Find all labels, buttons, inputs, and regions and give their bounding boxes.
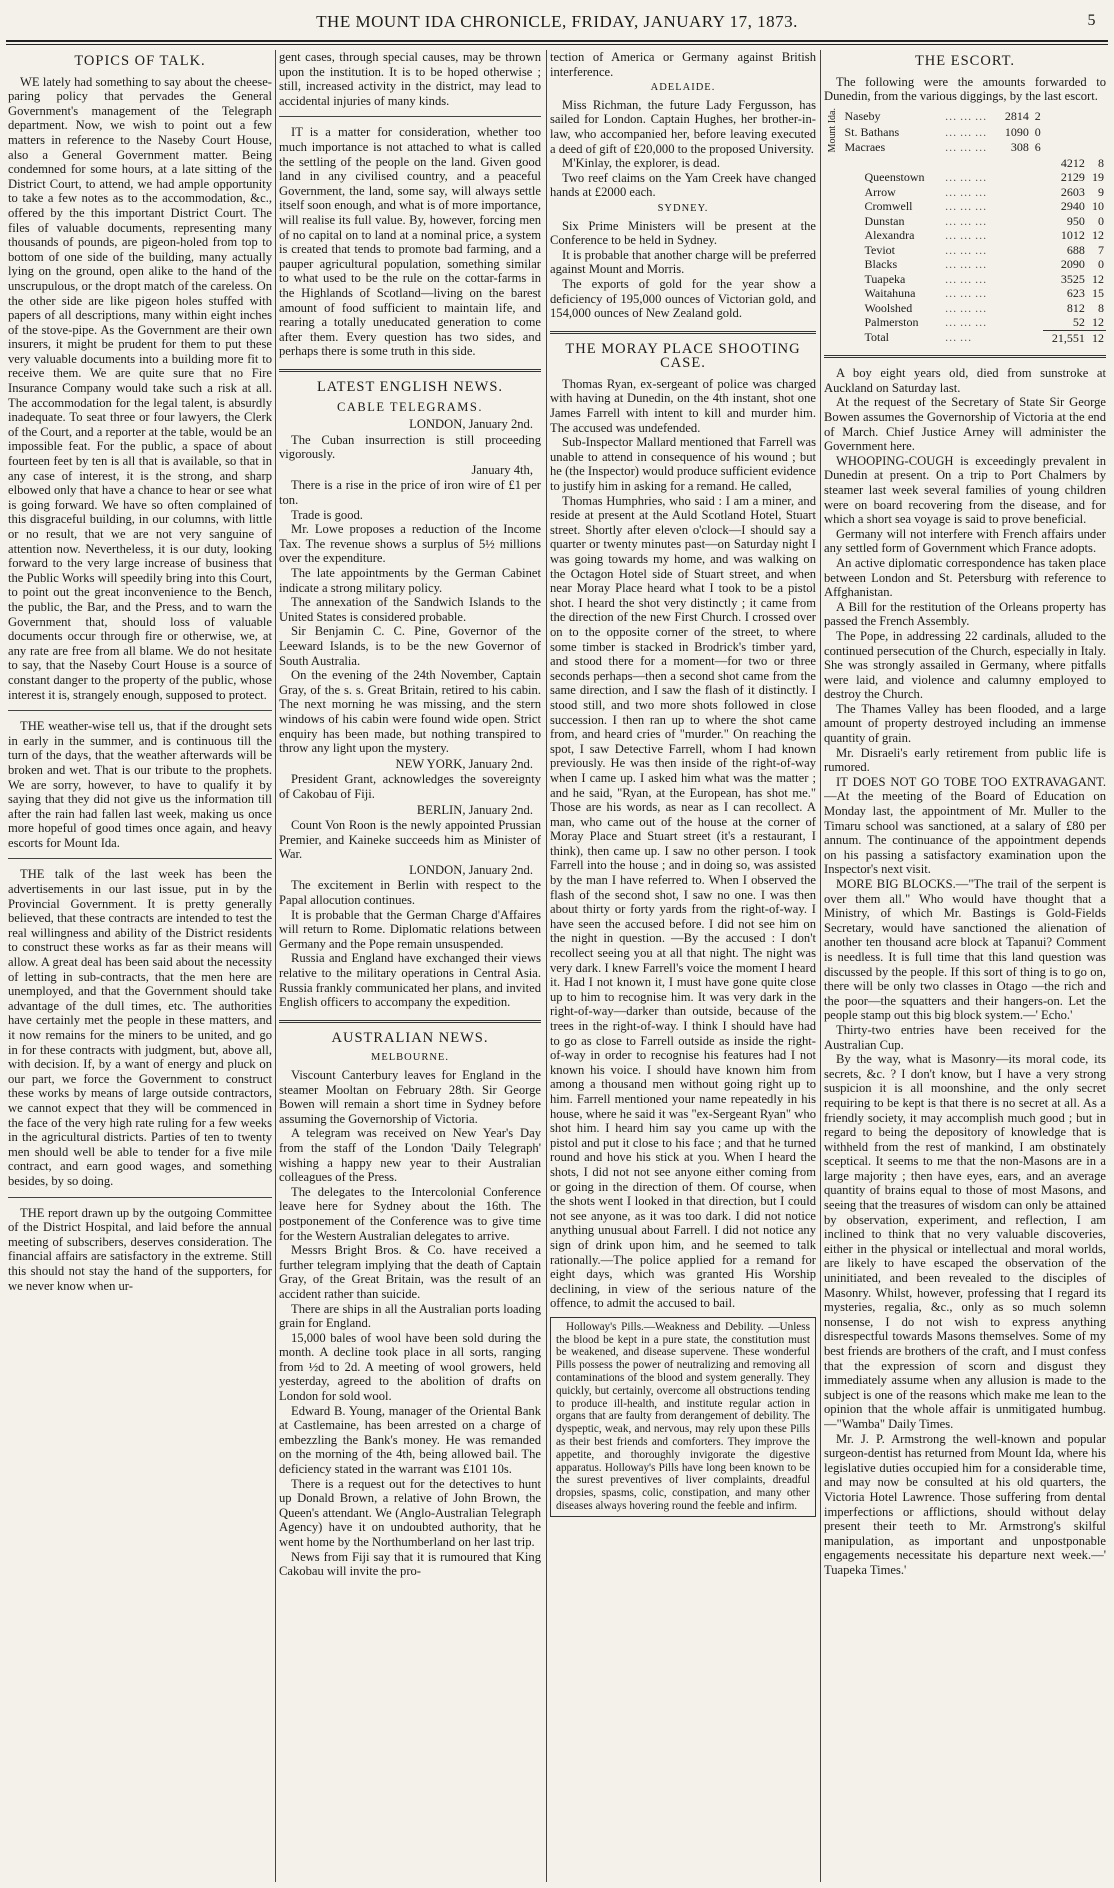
section-separator <box>824 355 1106 358</box>
table-row <box>824 301 1106 316</box>
field-oz: 2129 <box>1060 170 1085 185</box>
field-oz: 623 <box>1066 286 1085 301</box>
page-number: 5 <box>1087 12 1096 29</box>
leader-dots: … … <box>944 330 972 345</box>
table-row <box>824 228 1106 243</box>
masthead <box>8 6 1106 36</box>
subheading-cable-telegrams: CABLE TELEGRAMS. <box>337 400 483 415</box>
news-item: There is a request out for the detectives to hunt up Donald Brown, a relative of John Brown, the Queen's attendant. We (Anglo-Australian Telegraph Agency) have it on undoubted authority, that he went home by the Northumberland on her last trip. <box>279 1476 541 1549</box>
table-row <box>824 108 1106 124</box>
field-oz: 1012 <box>1060 228 1085 243</box>
table-row <box>824 214 1106 229</box>
total-label: Total <box>864 330 889 345</box>
news-item: An active diplomatic correspondence has taken place between London and St. Petersburg with reference to Affghanistan. <box>824 555 1106 600</box>
article-paragraph: IT is a matter for consideration, whether too much importance is not attached to what is called the settling of the people on the land. Given good land in any civilised country, and a peaceful Government, the land, some say, will always settle itself soon enough, and what is of more importance, will realise its full value. By, however, forcing men of no capital on to land at a nominal price, a system is created that tends to promote bad farming, and a pauper agricultural population, something similar to what used to be the rule on the cottar-farms in the Highlands of Scotland—living on the barest amount of food sufficient to maintain life, and rearing a totally uneducated generation to come after them. Every question has two sides, and perhaps there is some truth in this side. <box>279 125 541 359</box>
field-name: Teviot <box>864 242 895 257</box>
field-dwt: 9 <box>1098 184 1104 199</box>
table-row <box>824 286 1106 301</box>
news-item: The delegates to the Intercolonial Conference leave here for Sydney about the 16th. The postponement of the Conference was to give time for the Western Australian delegates to arrive. <box>279 1184 541 1243</box>
place-heading: SYDNEY. <box>657 202 709 214</box>
table-row <box>824 185 1106 200</box>
column-divider <box>546 50 547 1882</box>
table-row <box>824 140 1106 156</box>
escort-intro: The following were the amounts forwarded to Dunedin, from the various diggings, by the last escort. <box>824 74 1106 104</box>
masthead-title: THE MOUNT IDA CHRONICLE, FRIDAY, JANUARY 17, 1873. <box>316 12 798 31</box>
news-item: The Cuban insurrection is still proceeding vigorously. <box>279 432 541 462</box>
leader-dots: … … … <box>944 108 987 123</box>
article-paragraph: THE report drawn up by the outgoing Committee of the District Hospital, and laid before the annual meeting of subscribers, deserves consideration. The financial affairs are satisfactory in the extreme. Still this should not stay the hand of the supporters, for we never know when ur- <box>8 1205 272 1293</box>
field-dwt: 7 <box>1098 242 1104 257</box>
field-dwt: 12 <box>1092 228 1104 243</box>
place-heading: ADELAIDE. <box>650 82 716 94</box>
table-row <box>824 315 1106 330</box>
field-name: Macraes <box>844 140 886 155</box>
news-item: Russia and England have exchanged their views relative to the military operations in Central Asia. Russia frankly communicated her plans, and invited English officers to accompany the expedition. <box>279 951 541 1010</box>
section-separator <box>279 1020 541 1023</box>
leader-dots: … … … <box>944 124 987 139</box>
field-name: Tuapeka <box>864 271 906 286</box>
leader-dots: … … … <box>944 242 987 257</box>
news-item: Viscount Canterbury leaves for England in the steamer Mooltan on February 28th. Sir George Bowen will remain a short time in Sydney before assuming the Governorship of Victoria. <box>279 1068 541 1126</box>
field-dwt: 6 <box>1034 140 1041 155</box>
column-4 <box>824 50 1106 1882</box>
news-item: The annexation of the Sandwich Islands to the United States is considered probable. <box>279 595 541 624</box>
dateline: LONDON, January 2nd. <box>409 417 533 432</box>
field-oz: 2814 <box>1004 108 1029 123</box>
field-dwt: 10 <box>1092 199 1104 214</box>
section-separator <box>279 369 541 372</box>
masthead-rule-thin <box>6 44 1108 45</box>
table-row <box>824 243 1106 258</box>
leader-dots: … … … <box>944 228 987 243</box>
news-item: Germany will not interfere with French affairs under any settled form of Government which France adopts. <box>824 526 1106 556</box>
news-item: The late appointments by the German Cabinet indicate a strong military policy. <box>279 566 541 595</box>
section-heading-australian-news: AUSTRALIAN NEWS. <box>331 1029 489 1046</box>
other-field-rows <box>824 170 1106 330</box>
table-row <box>824 330 1106 345</box>
news-item: Trade is good. <box>291 507 363 522</box>
news-item: On the evening of the 24th November, Captain Gray, of the s. s. Great Britain, retired to his cabin. The next morning he was missing, and the stern windows of his cabin were found wide open. Strict enquiry has been made, but nothing transpired to throw any light upon the mystery. <box>279 668 541 756</box>
news-item: Edward B. Young, manager of the Oriental Bank at Castlemaine, has been arrested on a charge of embezzling the Bank's money. He was remanded on the morning of the 4th, being allowed bail. The deficiency stated in the warrant was £101 10s. <box>279 1403 541 1477</box>
masthead-rule <box>6 40 1108 42</box>
news-item: There is a rise in the price of iron wire of £1 per ton. <box>279 478 541 508</box>
leader-dots: … … … <box>944 199 987 214</box>
news-item: There are ships in all the Australian ports loading grain for England. <box>279 1301 541 1331</box>
column-divider <box>275 50 276 1882</box>
field-oz: 52 <box>1072 315 1085 330</box>
field-oz: 2940 <box>1060 199 1085 214</box>
field-name: Cromwell <box>864 199 913 214</box>
column-1 <box>8 50 272 1882</box>
table-row <box>824 257 1106 272</box>
mount-ida-label: Mount Ida. <box>827 107 838 153</box>
leader-dots: … … … <box>944 213 987 228</box>
news-item: By the way, what is Masonry—its moral code, its secrets, &c. ? I don't know, but I have a very strong suspicion it is all moonshine, and the only secret requiring to be kept is that there is no secret at all. As a friendly society, it may accomplish much good ; but in regard to being the depository of knowledge that is withheld from the rest of mankind, I am obstinately sceptical. It seems to me that the non-Masons are in a large majority ; then have eyes, ears, and an average quantity of brains equal to those of most Masons, and seeing that the treasures of wisdom can only be attained by observation, experiment, and reflection, I am inclined to think that no very valuable discoveries, either in the physical or intellectual and moral worlds, are likely to have escaped the observation of the uninitiated, and been revealed to the disciples of Masonry. Whilst, however, professing that I regard its mysteries, regalia, &c., only as so much solemn nonsense, I do not wish to express anything disrespectful towards Masons themselves. Some of my best friends are brothers of the craft, and I must confess that the expression of scorn and disgust they immediately assume when any allusion is made to the subject is one of the reasons which make me lean to the opinion that the whole affair is unmitigated humbug. —"Wamba" Daily Times. <box>824 1052 1106 1431</box>
news-item: Two reef claims on the Yam Creek have changed hands at £2000 each. <box>550 170 816 200</box>
mount-ida-total-dwt: 8 <box>1098 155 1104 170</box>
section-heading-shooting-case: THE MORAY PLACE SHOOTING CASE. <box>565 340 801 372</box>
news-item: The Pope, in addressing 22 cardinals, alluded to the continued persecution of the Church, especially in Italy. She was strongly assailed in Germany, where pitfalls were laid, and violence and calumny employed to destroy the Church. <box>824 628 1106 702</box>
article-paragraph: Thomas Ryan, ex-sergeant of police was charged with having at Dunedin, on the 4th instant, shot one James Farrell with intent to kill and murder him. The accused was undefended. <box>550 376 816 435</box>
total-row-group <box>824 330 1106 345</box>
field-name: St. Bathans <box>844 124 900 139</box>
field-dwt: 19 <box>1092 170 1104 185</box>
field-oz: 812 <box>1066 300 1085 315</box>
field-name: Blacks <box>864 257 898 272</box>
table-row <box>824 156 1106 171</box>
paragraph-separator <box>279 116 541 117</box>
field-name: Woolshed <box>864 300 913 315</box>
news-item: 15,000 bales of wool have been sold during the month. A decline took place in all sorts, ranging from ½d to 2d. A meeting of wool growers, held yesterday, agreed to the abolition of drafts on London for sold wool. <box>279 1330 541 1404</box>
dateline: BERLIN, January 2nd. <box>416 802 533 817</box>
news-item: Sir Benjamin C. C. Pine, Governor of the Leeward Islands, is to be the new Governor of South Australia. <box>279 624 541 668</box>
article-paragraph: THE talk of the last week has been the advertisements in our last issue, put in by the Provincial Government. It is pretty generally believed, that these contracts are intended to test the real willingness and ability of the District residents to construct these works as far as their means will allow. A great deal has been said about the necessity of letting in sub-contracts, that the men here are unemployed, and that the Government should take advantage of the dull times, etc. The authorities have certainly met the people in these matters, and it now remains for the miners to be united, and go in for these contracts with judgment, but, above all, with decision. If, by a want of energy and pluck on our part, we force the Government to construct these works by means of large outside contractors, we cannot expect that they will be commenced in the face of the very high rate ruling for a few weeks in the agricultural districts. Parties of ten to twenty men should well be able to tender for a five mile contract, and earn good wages, and something besides, by so doing. <box>8 867 272 1188</box>
paragraph-separator <box>8 1197 272 1198</box>
leader-dots: … … … <box>944 170 987 185</box>
news-item: M'Kinlay, the explorer, is dead. <box>562 156 720 171</box>
leader-dots: … … … <box>944 184 987 199</box>
field-name: Palmerston <box>864 315 919 330</box>
paragraph-separator <box>8 858 272 859</box>
column-divider <box>820 50 821 1882</box>
leader-dots: … … … <box>944 257 987 272</box>
section-heading-topics: TOPICS OF TALK. <box>74 53 206 69</box>
news-item: Miss Richman, the future Lady Fergusson, has sailed for London. Captain Hughes, her brother-in-law, who accompanied her, before leaving executed a deed of gift of £20,000 to the proposed University. <box>550 97 816 156</box>
news-item: It is probable that the German Charge d'Affaires will return to Rome. Diplomatic relations between Germany and the Pope remain unsuspended. <box>279 907 541 951</box>
news-item: Count Von Roon is the newly appointed Prussian Premier, and Kaineke succeeds him as Minister of War. <box>279 818 541 862</box>
field-oz: 1090 <box>1004 124 1029 139</box>
field-name: Dunstan <box>864 213 905 228</box>
grand-total-dwt: 12 <box>1087 330 1106 345</box>
news-item: Mr. Disraeli's early retirement from public life is rumored. <box>824 745 1106 775</box>
grand-total-oz: 21,551 <box>1043 330 1087 345</box>
news-item: tection of America or Germany against British interference. <box>550 50 816 79</box>
news-item: Mr. Lowe proposes a reduction of the Income Tax. The revenue shows a surplus of 5½ millions over the expenditure. <box>279 522 541 566</box>
mount-ida-total-oz: 4212 <box>1060 155 1085 170</box>
news-item: A telegram was received on New Year's Day from the staff of the London 'Daily Telegraph' wishing a happy new year to their Australian colleagues of the Press. <box>279 1126 541 1185</box>
field-name: Arrow <box>864 184 896 199</box>
news-item: Messrs Bright Bros. & Co. have received a further telegram implying that the death of Captain Gray, of the Great Britain, was the result of an accident rather than suicide. <box>279 1243 541 1301</box>
mount-ida-rows <box>824 108 1106 170</box>
news-item: It is probable that another charge will be preferred against Mount and Morris. <box>550 247 816 277</box>
news-item: The Thames Valley has been flooded, and a large amount of property destroyed including an immense quantity of grain. <box>824 701 1106 746</box>
field-dwt: 12 <box>1092 315 1104 330</box>
news-item: A boy eight years old, died from sunstroke at Auckland on Saturday last. <box>824 366 1106 395</box>
news-item: A Bill for the restitution of the Orleans property has passed the French Assembly. <box>824 599 1106 629</box>
article-paragraph: gent cases, through special causes, may be thrown upon the institution. It is to be hoped otherwise ; still, increased activity in the district, may lead to accidental injuries of many kinds. <box>279 50 541 108</box>
leader-dots: … … … <box>944 315 987 330</box>
field-dwt: 2 <box>1034 108 1041 123</box>
field-dwt: 0 <box>1098 257 1104 272</box>
news-item: MORE BIG BLOCKS.—"The trail of the serpent is over them all." Who would have thought that a Ministry, of which Mr. Bastings is Gold-Fields Secretary, would have sanctioned the alienation of another ten thousand acre block at Tapanui? Comment is needless. It is full time that this land question was discussed by the people. If this sort of thing is to go on, there will be only two classes in Otago —the rich and the poor—the squatters and their hangers-on. Let the people stamp out this big block system.—' Echo.' <box>824 877 1106 1023</box>
field-oz: 950 <box>1066 213 1085 228</box>
article-paragraph: WE lately had something to say about the cheese-paring policy that pervades the General Government's management of the Telegraph department. Now, we wish to point out a few matters in reference to the Naseby Court House, also a General Government matter. Being condemned for some hours, at a late sitting of the District Court, to attend, we had ample opportunity to take a few notes as to the accommodation, &c., offered by the this important District Court. The files of valuable documents, representing many thousands of pounds, are pigeon-holed from top to bottom of one side of the building, many actually lying on the ground, open alike to the hand of the unscrupulous, or the dropt match of the careless. On the other side are like pigeon holes stuffed with papers of all descriptions, many within eight inches of the stove-pipe. As the Government are their own insurers, it might be prudent for them to put these very valuable documents into a building more fit to receive them. We are quite sure that no Fire Insurance Company would take such a risk at all. The accommodation for the legal talent, is absurdly inadequate. To seat three or four lawyers, the Clerk of the Court, and a reporter at the table, would be an impossible feat. For the public, a space of about fourteen feet by ten is all that is available, so that in any case of interest, it is the strong, and sharp elbowed only that have a chance to hear or see what is going forward. We have so often complained of this disgraceful building, in our columns, with little or no result, that we are not very sanguine of attention now. Nevertheless, it is our duty, looking forward to the very large increase of business that the Public Works will speedily bring into this Court, to point out the great inconvenience to the Bench, the public, the Bar, and the Press, and to warn the Government that, should loss of valuable documents occur through fire or otherwise, we, at any rate are free from all blame. We do not hesitate to say, that the Naseby Court House is a source of constant danger to the property of the public, whose interest it is, strangely enough, supposed to protect. <box>8 74 272 702</box>
field-name: Naseby <box>844 108 881 123</box>
holloways-pills-advertisement <box>550 1317 816 1517</box>
field-name: Queenstown <box>864 170 925 185</box>
article-paragraph: Sub-Inspector Mallard mentioned that Farrell was unable to attend in consequence of his wound ; but he (the Inspector) would produce sufficient evidence to justify him in asking for a remand. He called, <box>550 435 816 494</box>
field-oz: 308 <box>1010 140 1029 155</box>
table-row <box>824 272 1106 287</box>
dateline: NEW YORK, January 2nd. <box>395 756 533 771</box>
news-item: The exports of gold for the year show a deficiency of 195,000 ounces of Victorian gold, and 154,000 ounces of New Zealand gold. <box>550 276 816 321</box>
news-item: Mr. J. P. Armstrong the well-known and popular surgeon-dentist has returned from Mount Ida, where his legislative duties occupied him for a considerable time, and may now be consulted at his old quarters, the Victoria Hotel Lawrence. Those suffering from dental imperfections or afflictions, should without delay present their teeth to Mr. Armstrong's skilful manipulation, as important and unpostponable engagements necessitate his departure next week.—' Tuapeka Times.' <box>824 1431 1106 1577</box>
paragraph-separator <box>8 710 272 711</box>
column-3 <box>550 50 816 1882</box>
leader-dots: … … … <box>944 140 987 155</box>
field-dwt: 12 <box>1092 271 1104 286</box>
column-2 <box>279 50 541 1882</box>
section-heading-english-news: LATEST ENGLISH NEWS. <box>316 378 504 395</box>
field-name: Waitahuna <box>864 286 916 301</box>
table-row <box>824 199 1106 214</box>
news-item: The excitement in Berlin with respect to the Papal allocution continues. <box>279 878 541 908</box>
dateline: January 4th, <box>471 462 533 477</box>
field-name: Alexandra <box>864 228 915 243</box>
section-separator <box>550 331 816 334</box>
table-row <box>824 170 1106 185</box>
field-oz: 688 <box>1066 242 1085 257</box>
article-paragraph: THE weather-wise tell us, that if the drought sets in early in the summer, and is continuous till the turn of the days, that the weather afterwards will be broken and wet. That is our tribute to the prophets. We are sorry, however, to have to qualify it by saying that they did not give us the information till after the rain had fallen last week, making us once more hopeful of good times once again, and heavy escorts for Mount Ida. <box>8 719 272 850</box>
news-item: Six Prime Ministers will be present at the Conference to be held in Sydney. <box>550 218 816 248</box>
news-item: WHOOPING-COUGH is exceedingly prevalent in Dunedin at present. On a trip to Port Chalmers by steamer last week several families of young children were on board recovering from the disease, and for which a short sea voyage is said to prove beneficial. <box>824 453 1106 527</box>
article-paragraph: Thomas Humphries, who said : I am a miner, and reside at present at the Auld Scotland Hotel, Stuart street. Shortly after eleven o'clock—I should say a quarter or twenty minutes past—on Saturday night I was going towards my home, and was walking on the Octagon Hotel side of Stuart street, and when near Moray Place heard what I took to be a pistol shot. I heard the shot very distinctly ; it came from the direction of the new First Church. I crossed over on to the opposite corner of the street, to where some timber is stacked in Brodrick's timber yard, and stood there for a moment—for two or three seconds perhaps—then a second shot came from the same direction, and I saw the flash of it distinctly. I stood still, and two more shots followed in close succession. I then ran up to where the shot came from, and heard cries of "murder." On reaching the spot, I saw Detective Farrell, whom I had known previously. He was then inside of the right-of-way when I came up. I asked him what was the matter ; and he said, "Ryan, at the European, has shot me." Those are his words, as near as I can recollect. A man, who came out of the house at the corner of Moray Place and Stuart street (it's a restaurant, I think), then came up. I saw no other person. I took Farrell into the house ; and in doing so, was assisted by the man I have referred to. When I observed the flash of the second shot, I saw no one. I was then about thirty or forty yards from the right-of-way. I have seen the accused before. I did not see him on the night in question. —By the accused : I don't recollect seeing you at all that night. The night was very dark. I knew Farrell's voice the moment I heard it. Had I not known it, I must have gone quite close up to him to recognise him. It was very dark in the right-of-way—darker than outside, because of the trees in the right-of-way. I think I should have had to go as close to Farrell outside as inside the right-of-way in order to recognise his features had I not known his voice. I should have known him from among a thousand men without going right up to him. Farrell mentioned your name repeatedly in his house, where he said it was "ex-Sergeant Ryan" who shot him. I heard him say you came up with the pistol and put it close to his face ; and that he turned round and hove his stick at you. When I heard the shots, I did not not see anyone either coming from or going in the direction of them. Of course, when the shots went I looked in that direction, but I could not see anyone, as it was too dark. I did not notice anything unusual about Farrell. I did not notice any sign of drink upon him, and he seemed to talk rationally.—The police applied for a remand for eight days, which was granted His Worship declining, in view of the serious nature of the offence, to admit the accused to bail. <box>550 493 816 1311</box>
leader-dots: … … … <box>944 271 987 286</box>
news-item: President Grant, acknowledges the sovereignty of Cakobau of Fiji. <box>279 772 541 801</box>
leader-dots: … … … <box>944 286 987 301</box>
news-item: IT DOES NOT GO TOBE TOO EXTRAVAGANT. —At the meeting of the Board of Education on Monday last, the appointment of Mr. Muller to the Timaru school was sanctioned, at a salary of £80 per annum. The continuance of the appointment depends on his passing a satisfactory examination upon the Inspector's next visit. <box>824 774 1106 877</box>
leader-dots: … … … <box>944 300 987 315</box>
field-oz: 3525 <box>1060 271 1085 286</box>
news-item: At the request of the Secretary of State Sir George Bowen assumes the Governorship of Victoria at the end of March. Chief Justice Arney will administer the Government here. <box>824 395 1106 454</box>
field-oz: 2090 <box>1060 257 1085 272</box>
field-dwt: 15 <box>1092 286 1104 301</box>
place-heading: MELBOURNE. <box>371 1052 449 1064</box>
table-row <box>824 124 1106 140</box>
field-dwt: 8 <box>1098 300 1104 315</box>
news-item: Thirty-two entries have been received for the Australian Cup. <box>824 1022 1106 1052</box>
field-dwt: 0 <box>1098 213 1104 228</box>
field-dwt: 0 <box>1034 124 1041 139</box>
field-oz: 2603 <box>1060 184 1085 199</box>
advertisement-text: Holloway's Pills.—Weakness and Debility. —Unless the blood be kept in a pure state, the constitution must be weakened, and disease supervene. These wonderful Pills possess the power of neutralizing and removing all contaminations of the blood and system generally. They quickly, but certainly, overcome all obstructions tending to produce ill-health, and institute regular action in organs that are faulty from derangement of debility. The dyspeptic, weak, and nervous, may rely upon these Pills as their best friends and comforters. They improve the appetite, and thoroughly invigorate the digestive apparatus. Holloway's Pills have long been known to be the surest preventives of liver complaints, dreadful dropsies, spasms, colic, constipation, and many other diseases always hovering round the feeble and infirm. <box>556 1320 810 1513</box>
escort-table <box>824 108 1106 345</box>
dateline: LONDON, January 2nd. <box>409 862 533 877</box>
news-item: News from Fiji say that it is rumoured that King Cakobau will invite the pro- <box>279 1549 541 1579</box>
section-heading-escort: THE ESCORT. <box>914 53 1016 69</box>
